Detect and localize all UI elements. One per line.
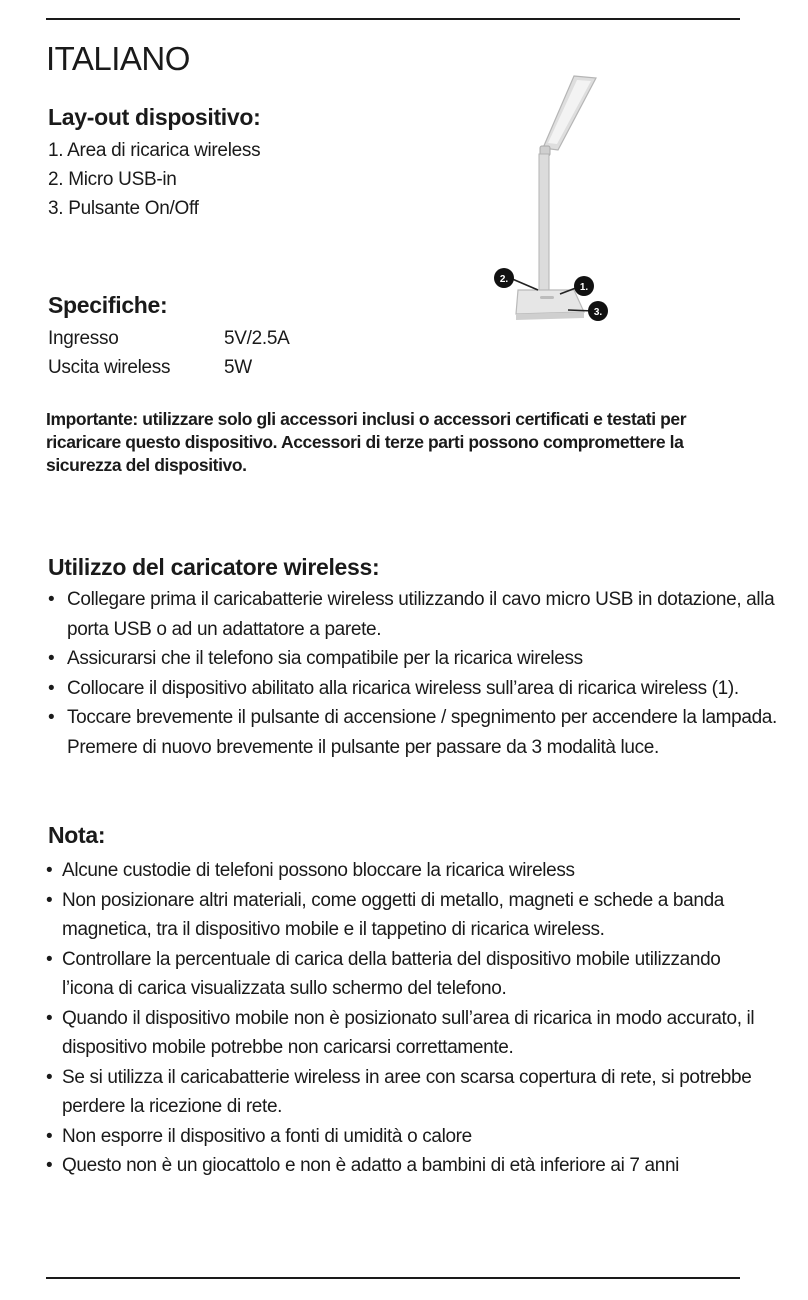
list-item: • Collocare il dispositivo abilitato alla ricarica wireless sull’area di ricarica wireless (1). xyxy=(48,674,788,704)
callout-1-label: 1. xyxy=(579,282,589,293)
list-item: • Toccare brevemente il pulsante di accensione / spegnimento per accendere la lampada. Premere di nuovo brevemente il pulsante per passare da 3 modalità luce. xyxy=(48,703,788,762)
desk-lamp-illustration xyxy=(488,68,618,348)
list-item: • Collegare prima il caricabatterie wireless utilizzando il cavo micro USB in dotazione, alla porta USB o ad un adattatore a parete. xyxy=(48,585,788,644)
callout-3-label: 3. xyxy=(593,307,603,318)
specs-value: 5W xyxy=(224,356,252,378)
usage-list xyxy=(48,585,788,762)
specs-label: Ingresso xyxy=(48,327,119,349)
list-item: • Assicurarsi che il telefono sia compatibile per la ricarica wireless xyxy=(48,644,788,674)
power-button xyxy=(540,296,554,299)
language-title: ITALIANO xyxy=(46,40,190,77)
list-item: • Quando il dispositivo mobile non è posizionato sull’area di ricarica in modo accurato, il dispositivo mobile potrebbe non caricarsi correttamente. xyxy=(46,1004,776,1063)
note-list xyxy=(46,856,776,1181)
layout-heading: Lay-out dispositivo: xyxy=(48,104,261,130)
important-notice: Importante: utilizzare solo gli accessori inclusi o accessori certificati e testati per ricaricare questo dispositivo. Accessori di terze parti possono compromettere la sicurezza del dispositivo. xyxy=(46,409,687,475)
list-item: • Questo non è un giocattolo e non è adatto a bambini di età inferiore ai 7 anni xyxy=(46,1151,776,1181)
layout-item-3: 3. Pulsante On/Off xyxy=(48,198,199,219)
note-heading: Nota: xyxy=(48,822,106,848)
bottom-rule xyxy=(46,1277,740,1279)
list-item: • Non posizionare altri materiali, come oggetti di metallo, magneti e schede a banda magnetica, tra il dispositivo mobile e il tappetino di ricarica wireless. xyxy=(46,886,776,945)
specs-row xyxy=(48,353,290,382)
layout-item-1: 1. Area di ricarica wireless xyxy=(48,140,261,161)
layout-item-2: 2. Micro USB-in xyxy=(48,169,177,190)
usage-heading: Utilizzo del caricatore wireless: xyxy=(48,554,380,580)
specs-table xyxy=(48,324,290,382)
callout-2-label: 2. xyxy=(499,274,509,285)
layout-list xyxy=(48,136,260,223)
specs-heading: Specifiche: xyxy=(48,292,168,318)
specs-label: Uscita wireless xyxy=(48,356,171,378)
list-item: • Controllare la percentuale di carica della batteria del dispositivo mobile utilizzando l’icona di carica visualizzata sullo schermo del telefono. xyxy=(46,945,776,1004)
top-rule xyxy=(46,18,740,20)
list-item: • Non esporre il dispositivo a fonti di umidità o calore xyxy=(46,1122,776,1152)
specs-value: 5V/2.5A xyxy=(224,327,290,349)
list-item: • Se si utilizza il caricabatterie wireless in aree con scarsa copertura di rete, si potrebbe perdere la ricezione di rete. xyxy=(46,1063,776,1122)
lamp-arm xyxy=(539,154,549,294)
specs-row xyxy=(48,324,290,353)
list-item: • Alcune custodie di telefoni possono bloccare la ricarica wireless xyxy=(46,856,776,886)
